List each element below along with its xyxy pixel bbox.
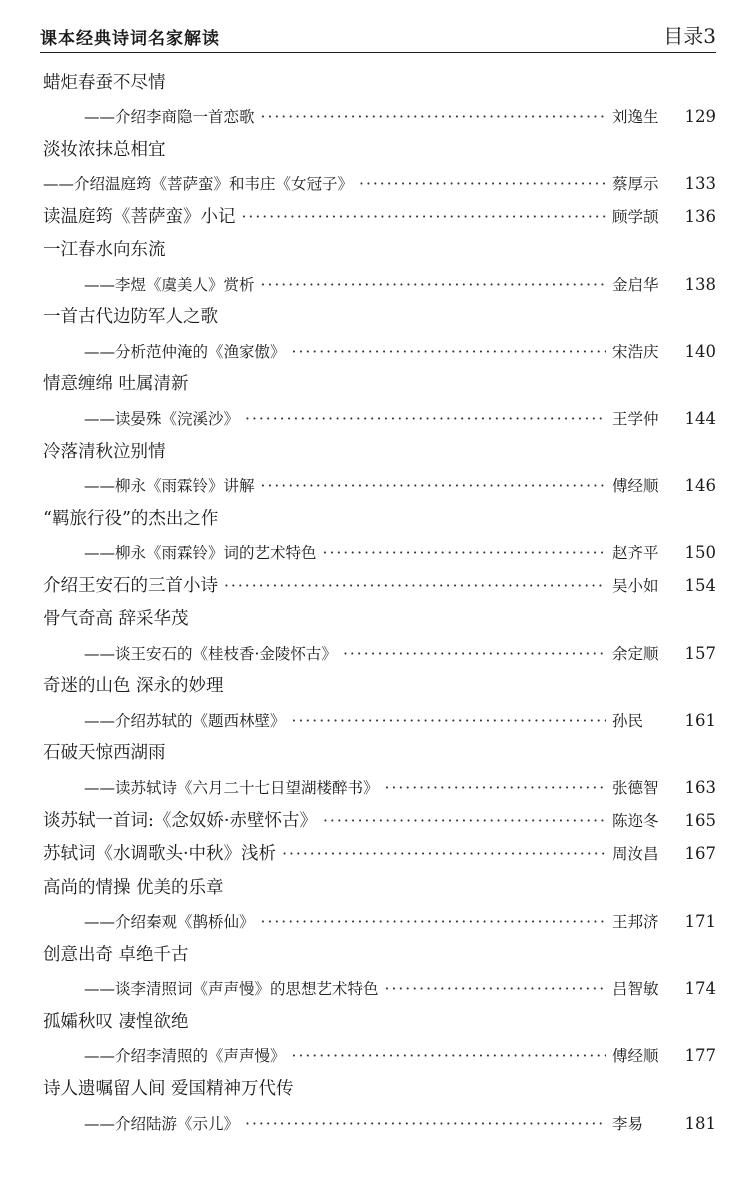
page-number: 140 — [684, 341, 716, 361]
article-subtitle: ——柳永《雨霖铃》词的艺术特色 — [84, 544, 317, 563]
article-title: 骨气奇高 辞采华茂 — [43, 609, 189, 630]
article-subtitle: ——读晏殊《浣溪沙》 — [84, 410, 240, 429]
dot-leader — [292, 343, 606, 361]
table-of-contents — [40, 64, 716, 1138]
toc-entry — [40, 1112, 716, 1134]
article-title: 石破天惊西湖雨 — [43, 743, 166, 764]
dot-leader — [282, 845, 606, 863]
page-number: 150 — [684, 543, 716, 563]
article-title: 创意出奇 卓绝千古 — [43, 944, 189, 965]
toc-entry — [40, 172, 716, 194]
toc-title-row — [40, 366, 716, 400]
dot-leader — [261, 477, 606, 495]
article-title: 孤孀秋叹 凄惶欲绝 — [43, 1011, 189, 1032]
author-name: 张德智 — [612, 779, 659, 798]
author-name: 宋浩庆 — [612, 342, 659, 361]
toc-entry — [40, 541, 716, 563]
toc-entry-row — [40, 634, 716, 668]
toc-entry — [40, 977, 716, 999]
toc-entry-row — [40, 198, 716, 232]
toc-entry-row — [40, 1037, 716, 1071]
page-number: 157 — [684, 643, 716, 663]
article-title: 奇迷的山色 深永的妙理 — [43, 676, 224, 697]
dot-leader — [224, 577, 606, 595]
author-name: 吴小如 — [612, 576, 659, 595]
article-subtitle: ——谈李清照词《声声慢》的思想艺术特色 — [84, 980, 379, 999]
toc-title-row — [40, 232, 716, 266]
dot-leader — [245, 410, 606, 428]
author-name: 顾学颉 — [612, 207, 659, 226]
article-subtitle: ——介绍李清照的《声声慢》 — [84, 1047, 286, 1066]
article-subtitle: ——谈王安石的《桂枝香·金陵怀古》 — [84, 644, 337, 663]
article-subtitle: ——读苏轼诗《六月二十七日望湖楼醉书》 — [84, 779, 379, 798]
author-name: 吕智敏 — [612, 980, 659, 999]
article-subtitle: ——介绍苏轼的《题西林壁》 — [84, 711, 286, 730]
toc-entry — [40, 910, 716, 932]
page-number: 171 — [684, 912, 716, 932]
dot-leader — [385, 779, 606, 797]
page-number: 174 — [684, 979, 716, 999]
dot-leader — [292, 1047, 606, 1065]
toc-title-row — [40, 601, 716, 635]
article-subtitle: ——介绍李商隐一首恋歌 — [84, 108, 255, 127]
page-number: 133 — [684, 174, 716, 194]
toc-entry — [40, 776, 716, 798]
article-title: 苏轼词《水调歌头·中秋》浅析 — [43, 844, 277, 865]
toc-entry — [40, 572, 716, 597]
page-header — [40, 18, 716, 52]
toc-entry-row — [40, 332, 716, 366]
author-name: 傅经顺 — [612, 1047, 659, 1066]
toc-title-row — [40, 668, 716, 702]
article-title: 诗人遗嘱留人间 爱国精神万代传 — [43, 1078, 294, 1099]
toc-title-row — [40, 735, 716, 769]
toc-entry — [40, 340, 716, 362]
toc-entry-row — [40, 802, 716, 836]
page-number: 165 — [684, 810, 716, 830]
dot-leader — [245, 1115, 606, 1133]
article-title: 高尚的情操 优美的乐章 — [43, 877, 224, 898]
author-name: 孙民 — [612, 711, 644, 730]
book-title: 课本经典诗词名家解读 — [40, 29, 220, 49]
article-title: 读温庭筠《菩萨蛮》小记 — [43, 206, 236, 227]
page-number: 163 — [684, 778, 716, 798]
toc-entry — [40, 709, 716, 731]
toc-entry-row — [40, 165, 716, 199]
dot-leader — [261, 108, 606, 126]
toc-entry-row — [40, 836, 716, 870]
author-name: 余定顺 — [612, 644, 659, 663]
dot-leader — [292, 712, 606, 730]
toc-entry — [40, 807, 716, 832]
dot-leader — [343, 645, 606, 663]
article-subtitle: ——李煜《虞美人》赏析 — [84, 275, 255, 294]
toc-entry — [40, 203, 716, 228]
toc-entry — [40, 840, 716, 865]
page-number: 129 — [684, 107, 716, 127]
author-name: 赵齐平 — [612, 544, 659, 563]
dot-leader — [261, 913, 606, 931]
toc-title-row — [40, 869, 716, 903]
author-name: 蔡厚示 — [612, 175, 659, 194]
header-divider — [40, 52, 716, 53]
toc-title-row — [40, 936, 716, 970]
toc-title-row — [40, 64, 716, 98]
article-subtitle: ——柳永《雨霖铃》讲解 — [84, 477, 255, 496]
article-title: 淡妆浓抹总相宜 — [43, 139, 166, 160]
toc-title-row — [40, 1003, 716, 1037]
article-title: 蜡炬春蚕不尽情 — [43, 72, 166, 93]
toc-entry-row — [40, 467, 716, 501]
toc-title-row — [40, 1070, 716, 1104]
toc-entry-row — [40, 265, 716, 299]
toc-entry — [40, 407, 716, 429]
dot-leader — [323, 544, 606, 562]
author-name: 王邦济 — [612, 913, 659, 932]
toc-entry-row — [40, 534, 716, 568]
article-title: 冷落清秋泣别情 — [43, 441, 166, 462]
article-title: 一首古代边防军人之歌 — [43, 307, 218, 328]
toc-entry-row — [40, 98, 716, 132]
toc-title-row — [40, 131, 716, 165]
toc-entry-row — [40, 768, 716, 802]
toc-entry — [40, 273, 716, 295]
article-title: 谈苏轼一首词:《念奴娇·赤壁怀古》 — [43, 810, 317, 831]
article-subtitle: ——介绍秦观《鹊桥仙》 — [84, 913, 255, 932]
toc-entry-row — [40, 903, 716, 937]
author-name: 金启华 — [612, 275, 659, 294]
toc-entry-row — [40, 399, 716, 433]
page-number: 136 — [684, 206, 716, 226]
article-subtitle: ——分析范仲淹的《渔家傲》 — [84, 342, 286, 361]
toc-title-row — [40, 433, 716, 467]
toc-title-row — [40, 500, 716, 534]
author-name: 刘逸生 — [612, 108, 659, 127]
dot-leader — [242, 208, 607, 226]
page-number: 177 — [684, 1046, 716, 1066]
page-number: 167 — [684, 844, 716, 864]
toc-entry — [40, 642, 716, 664]
article-title: “羁旅行役”的杰出之作 — [43, 508, 219, 529]
dot-leader — [261, 276, 606, 294]
page-number: 138 — [684, 274, 716, 294]
toc-entry-row — [40, 567, 716, 601]
toc-entry — [40, 105, 716, 127]
author-name: 周汝昌 — [612, 845, 659, 864]
section-label: 目录3 — [663, 24, 716, 48]
toc-entry — [40, 474, 716, 496]
article-title: 介绍王安石的三首小诗 — [43, 575, 218, 596]
page-number: 144 — [684, 409, 716, 429]
author-name: 王学仲 — [612, 410, 659, 429]
dot-leader — [323, 812, 606, 830]
article-subtitle: ——介绍陆游《示儿》 — [84, 1114, 240, 1133]
toc-entry — [40, 1044, 716, 1066]
toc-title-row — [40, 299, 716, 333]
dot-leader — [359, 175, 606, 193]
author-name: 李易 — [612, 1114, 644, 1133]
article-title: ——介绍温庭筠《菩萨蛮》和韦庄《女冠子》 — [43, 175, 354, 194]
author-name: 傅经顺 — [612, 477, 659, 496]
page-number: 154 — [684, 575, 716, 595]
toc-entry-row — [40, 970, 716, 1004]
page-number: 181 — [684, 1113, 716, 1133]
article-title: 一江春水向东流 — [43, 240, 166, 261]
author-name: 陈迩冬 — [612, 811, 659, 830]
dot-leader — [385, 980, 606, 998]
page-number: 161 — [684, 710, 716, 730]
page-number: 146 — [684, 476, 716, 496]
toc-entry-row — [40, 701, 716, 735]
article-title: 情意缠绵 吐属清新 — [43, 374, 189, 395]
toc-entry-row — [40, 1104, 716, 1138]
